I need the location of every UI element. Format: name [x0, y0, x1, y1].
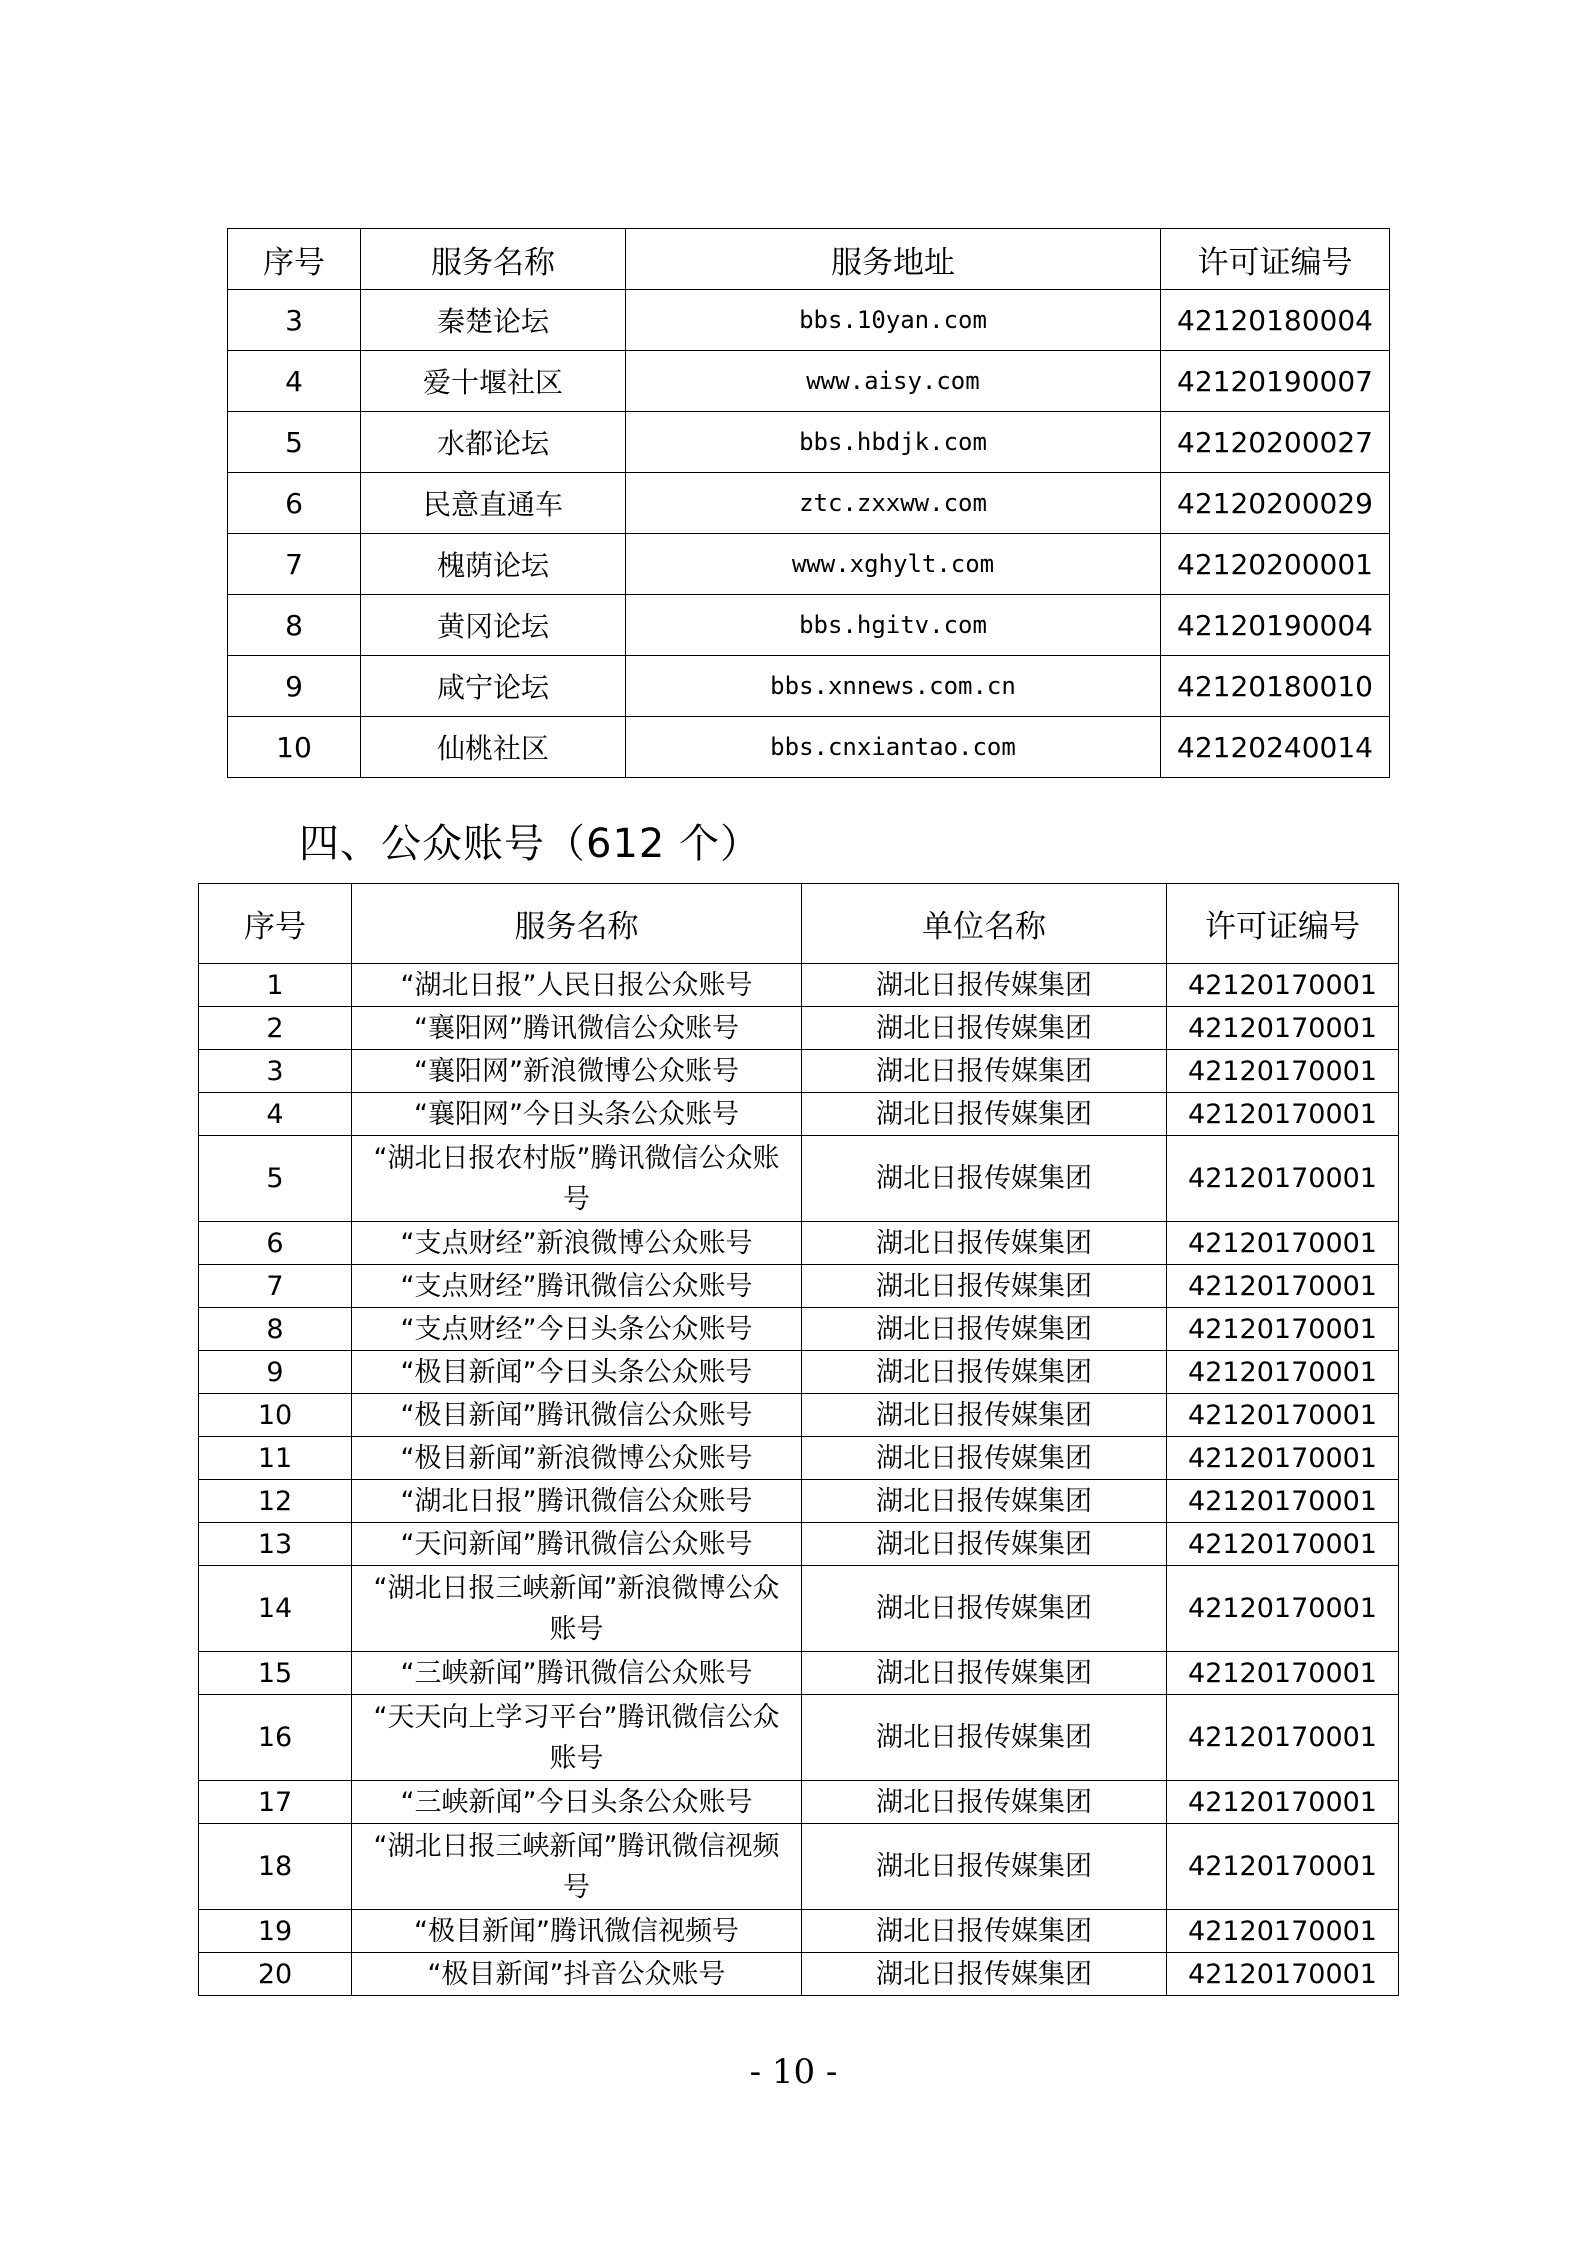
cell-index: 3 [199, 1050, 352, 1093]
cell-organization-name: 湖北日报传媒集团 [802, 1050, 1167, 1093]
cell-service-name: 咸宁论坛 [361, 656, 626, 717]
cell-service-name: “三峡新闻”腾讯微信公众账号 [352, 1652, 802, 1695]
cell-service-address: www.aisy.com [626, 351, 1161, 412]
header-license-number: 许可证编号 [1161, 229, 1390, 290]
header-service-address: 服务地址 [626, 229, 1161, 290]
cell-service-name: “湖北日报”腾讯微信公众账号 [352, 1480, 802, 1523]
cell-organization-name: 湖北日报传媒集团 [802, 1265, 1167, 1308]
cell-license-number: 42120170001 [1167, 1652, 1399, 1695]
cell-index: 10 [228, 717, 361, 778]
cell-service-address: bbs.cnxiantao.com [626, 717, 1161, 778]
cell-organization-name: 湖北日报传媒集团 [802, 1222, 1167, 1265]
cell-license-number: 42120170001 [1167, 1480, 1399, 1523]
cell-index: 4 [228, 351, 361, 412]
cell-index: 20 [199, 1953, 352, 1996]
cell-service-name: “襄阳网”腾讯微信公众账号 [352, 1007, 802, 1050]
cell-index: 12 [199, 1480, 352, 1523]
cell-index: 19 [199, 1910, 352, 1953]
cell-service-address: www.xghylt.com [626, 534, 1161, 595]
cell-service-name: 秦楚论坛 [361, 290, 626, 351]
cell-index: 5 [228, 412, 361, 473]
cell-organization-name: 湖北日报传媒集团 [802, 1695, 1167, 1781]
cell-index: 16 [199, 1695, 352, 1781]
cell-service-name: “湖北日报农村版”腾讯微信公众账号 [352, 1136, 802, 1222]
cell-index: 6 [199, 1222, 352, 1265]
cell-license-number: 42120170001 [1167, 1523, 1399, 1566]
cell-service-name: 民意直通车 [361, 473, 626, 534]
cell-license-number: 42120170001 [1167, 1351, 1399, 1394]
cell-license-number: 42120180010 [1161, 656, 1390, 717]
cell-organization-name: 湖北日报传媒集团 [802, 1953, 1167, 1996]
cell-index: 8 [199, 1308, 352, 1351]
table-row [199, 1480, 1399, 1523]
cell-service-name: “襄阳网”今日头条公众账号 [352, 1093, 802, 1136]
cell-index: 8 [228, 595, 361, 656]
cell-organization-name: 湖北日报传媒集团 [802, 1394, 1167, 1437]
cell-service-address: bbs.10yan.com [626, 290, 1161, 351]
table-row [199, 1265, 1399, 1308]
cell-service-name: “天天向上学习平台”腾讯微信公众账号 [352, 1695, 802, 1781]
cell-index: 1 [199, 964, 352, 1007]
cell-license-number: 42120170001 [1167, 1136, 1399, 1222]
table-row [199, 1351, 1399, 1394]
table-row [199, 1523, 1399, 1566]
cell-service-name: “极目新闻”新浪微博公众账号 [352, 1437, 802, 1480]
table-row [199, 1093, 1399, 1136]
cell-service-name: “支点财经”新浪微博公众账号 [352, 1222, 802, 1265]
table-row [199, 1953, 1399, 1996]
table-row [199, 1910, 1399, 1953]
cell-service-name: 爱十堰社区 [361, 351, 626, 412]
table-row [199, 1437, 1399, 1480]
cell-organization-name: 湖北日报传媒集团 [802, 1480, 1167, 1523]
cell-service-name: “支点财经”今日头条公众账号 [352, 1308, 802, 1351]
cell-service-name: “湖北日报”人民日报公众账号 [352, 964, 802, 1007]
header-index: 序号 [199, 884, 352, 964]
cell-license-number: 42120170001 [1167, 1050, 1399, 1093]
cell-license-number: 42120170001 [1167, 1265, 1399, 1308]
section-heading: 四、公众账号（612 个） [299, 821, 762, 867]
cell-organization-name: 湖北日报传媒集团 [802, 1093, 1167, 1136]
cell-license-number: 42120190004 [1161, 595, 1390, 656]
cell-organization-name: 湖北日报传媒集团 [802, 1824, 1167, 1910]
cell-license-number: 42120170001 [1167, 1781, 1399, 1824]
cell-license-number: 42120170001 [1167, 1007, 1399, 1050]
table-row [228, 290, 1390, 351]
cell-license-number: 42120200027 [1161, 412, 1390, 473]
header-index: 序号 [228, 229, 361, 290]
table-row [199, 1050, 1399, 1093]
cell-index: 14 [199, 1566, 352, 1652]
cell-service-name: “襄阳网”新浪微博公众账号 [352, 1050, 802, 1093]
table-row [199, 1781, 1399, 1824]
table-row [228, 656, 1390, 717]
table-row [199, 1222, 1399, 1265]
cell-index: 10 [199, 1394, 352, 1437]
header-service-name: 服务名称 [361, 229, 626, 290]
cell-index: 9 [228, 656, 361, 717]
header-license-number: 许可证编号 [1167, 884, 1399, 964]
table-row [199, 1824, 1399, 1910]
cell-service-name: “极目新闻”抖音公众账号 [352, 1953, 802, 1996]
cell-index: 2 [199, 1007, 352, 1050]
cell-index: 15 [199, 1652, 352, 1695]
cell-license-number: 42120170001 [1167, 1953, 1399, 1996]
cell-service-name: “极目新闻”腾讯微信公众账号 [352, 1394, 802, 1437]
cell-license-number: 42120240014 [1161, 717, 1390, 778]
cell-index: 7 [199, 1265, 352, 1308]
cell-service-name: 槐荫论坛 [361, 534, 626, 595]
table-row [228, 534, 1390, 595]
table-row [199, 1566, 1399, 1652]
header-service-name: 服务名称 [352, 884, 802, 964]
cell-index: 18 [199, 1824, 352, 1910]
cell-license-number: 42120170001 [1167, 1394, 1399, 1437]
cell-license-number: 42120170001 [1167, 1093, 1399, 1136]
cell-index: 11 [199, 1437, 352, 1480]
cell-index: 9 [199, 1351, 352, 1394]
cell-service-name: “湖北日报三峡新闻”新浪微博公众账号 [352, 1566, 802, 1652]
cell-organization-name: 湖北日报传媒集团 [802, 1523, 1167, 1566]
cell-service-name: “湖北日报三峡新闻”腾讯微信视频号 [352, 1824, 802, 1910]
table-row [228, 717, 1390, 778]
cell-index: 5 [199, 1136, 352, 1222]
cell-license-number: 42120170001 [1167, 1222, 1399, 1265]
table-row [199, 1652, 1399, 1695]
cell-license-number: 42120170001 [1167, 964, 1399, 1007]
cell-organization-name: 湖北日报传媒集团 [802, 1652, 1167, 1695]
page-number: - 10 - [749, 2052, 838, 2092]
table-row [228, 595, 1390, 656]
public-account-license-table [198, 883, 1399, 1996]
cell-index: 7 [228, 534, 361, 595]
table-row [199, 1007, 1399, 1050]
table-row [199, 1136, 1399, 1222]
table-row [199, 1695, 1399, 1781]
cell-license-number: 42120170001 [1167, 1437, 1399, 1480]
cell-service-name: 水都论坛 [361, 412, 626, 473]
table-row [228, 412, 1390, 473]
cell-index: 4 [199, 1093, 352, 1136]
cell-organization-name: 湖北日报传媒集团 [802, 1566, 1167, 1652]
cell-organization-name: 湖北日报传媒集团 [802, 1136, 1167, 1222]
cell-index: 3 [228, 290, 361, 351]
cell-service-address: ztc.zxxww.com [626, 473, 1161, 534]
cell-license-number: 42120170001 [1167, 1824, 1399, 1910]
cell-index: 13 [199, 1523, 352, 1566]
cell-license-number: 42120170001 [1167, 1566, 1399, 1652]
cell-service-address: bbs.hgitv.com [626, 595, 1161, 656]
cell-service-name: “天问新闻”腾讯微信公众账号 [352, 1523, 802, 1566]
cell-license-number: 42120170001 [1167, 1910, 1399, 1953]
cell-service-name: 黄冈论坛 [361, 595, 626, 656]
cell-organization-name: 湖北日报传媒集团 [802, 1308, 1167, 1351]
cell-license-number: 42120170001 [1167, 1695, 1399, 1781]
table-row [199, 1394, 1399, 1437]
table-row [199, 1308, 1399, 1351]
cell-organization-name: 湖北日报传媒集团 [802, 1437, 1167, 1480]
cell-service-name: 仙桃社区 [361, 717, 626, 778]
cell-license-number: 42120170001 [1167, 1308, 1399, 1351]
cell-service-name: “三峡新闻”今日头条公众账号 [352, 1781, 802, 1824]
table-header-row [228, 229, 1390, 290]
table-row [228, 473, 1390, 534]
table-row [199, 964, 1399, 1007]
cell-license-number: 42120200001 [1161, 534, 1390, 595]
cell-index: 6 [228, 473, 361, 534]
forum-license-table [227, 228, 1390, 778]
cell-service-address: bbs.hbdjk.com [626, 412, 1161, 473]
cell-organization-name: 湖北日报传媒集团 [802, 1007, 1167, 1050]
cell-organization-name: 湖北日报传媒集团 [802, 964, 1167, 1007]
table-header-row [199, 884, 1399, 964]
cell-organization-name: 湖北日报传媒集团 [802, 1781, 1167, 1824]
table-row [228, 351, 1390, 412]
header-organization-name: 单位名称 [802, 884, 1167, 964]
cell-index: 17 [199, 1781, 352, 1824]
cell-service-address: bbs.xnnews.com.cn [626, 656, 1161, 717]
cell-service-name: “极目新闻”腾讯微信视频号 [352, 1910, 802, 1953]
cell-license-number: 42120190007 [1161, 351, 1390, 412]
cell-service-name: “支点财经”腾讯微信公众账号 [352, 1265, 802, 1308]
cell-service-name: “极目新闻”今日头条公众账号 [352, 1351, 802, 1394]
cell-license-number: 42120180004 [1161, 290, 1390, 351]
cell-license-number: 42120200029 [1161, 473, 1390, 534]
cell-organization-name: 湖北日报传媒集团 [802, 1910, 1167, 1953]
cell-organization-name: 湖北日报传媒集团 [802, 1351, 1167, 1394]
